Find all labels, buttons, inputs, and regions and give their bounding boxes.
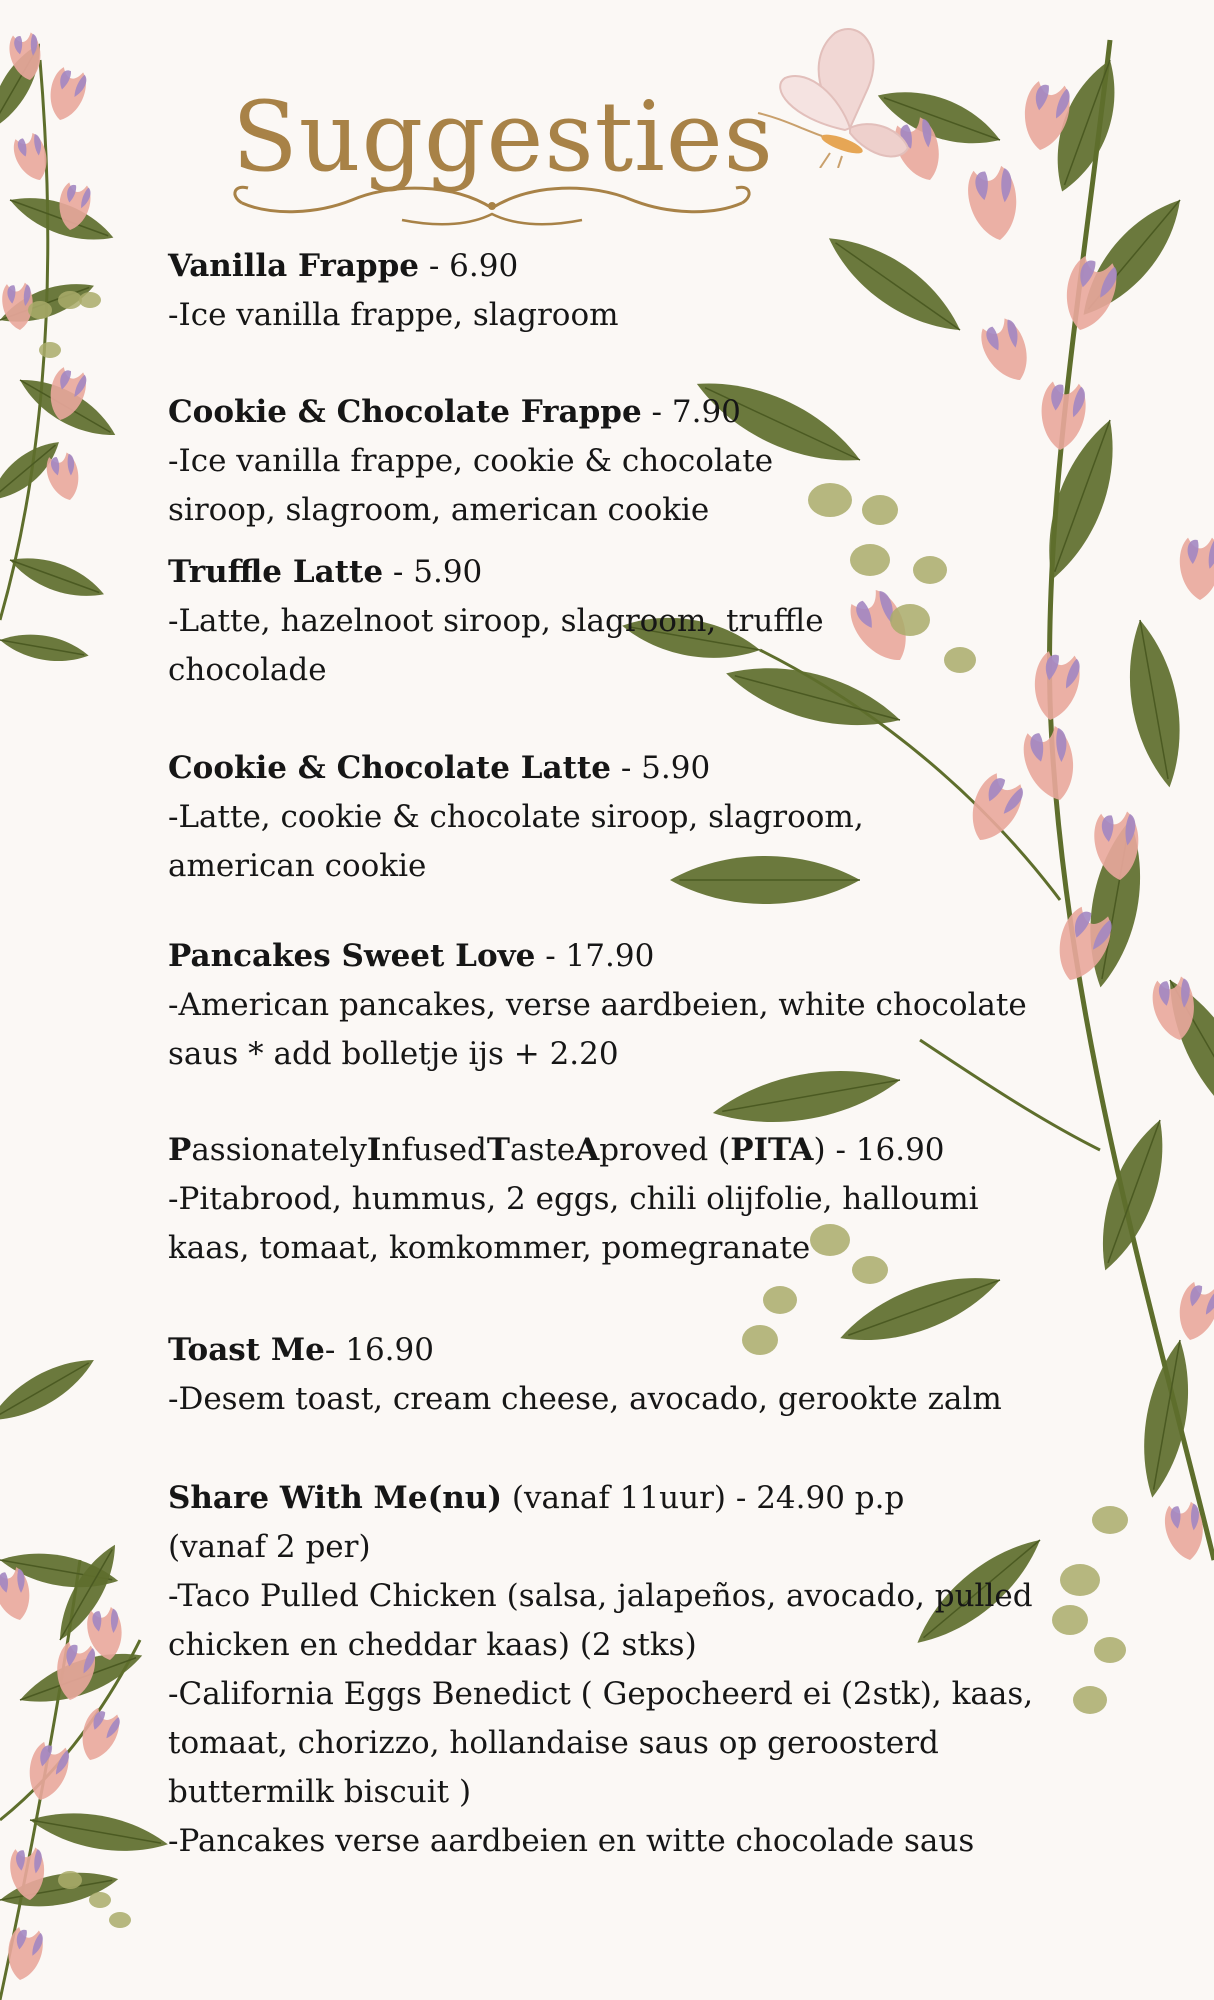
flower-shape bbox=[964, 164, 1023, 244]
menu-item-price: - 16.90 bbox=[324, 1332, 434, 1368]
menu-item-name-part: PITA bbox=[730, 1132, 814, 1168]
menu-item-name: Share With Me(nu) bbox=[168, 1480, 503, 1516]
title-ornament bbox=[222, 178, 762, 238]
menu-item-price: - 16.90 bbox=[825, 1132, 945, 1168]
menu-item-price: (vanaf 11uur) - 24.90 p.p bbox=[502, 1480, 905, 1516]
berry-shape bbox=[89, 1892, 111, 1908]
butterfly-icon bbox=[750, 18, 915, 168]
menu-item-description: -Taco Pulled Chicken (salsa, jalapeños, avocado, pulled bbox=[168, 1578, 1033, 1614]
menu-item bbox=[168, 1126, 1068, 1273]
menu-item-name-part: P bbox=[168, 1132, 192, 1168]
menu-item-heading bbox=[168, 932, 1068, 981]
menu-item-name-part: nfused bbox=[381, 1132, 487, 1168]
menu-item-heading bbox=[168, 744, 1068, 793]
menu-item-name: Toast Me bbox=[168, 1332, 325, 1368]
menu-item-heading bbox=[168, 1126, 1068, 1175]
flower-shape bbox=[1180, 538, 1214, 600]
menu-item-price: - 5.90 bbox=[383, 554, 483, 590]
berry-shape bbox=[79, 292, 101, 308]
berry-shape bbox=[1094, 1637, 1126, 1663]
menu-item-name-part: A bbox=[575, 1132, 600, 1168]
menu-item-description: tomaat, chorizzo, hollandaise saus op geroosterd bbox=[168, 1725, 939, 1761]
menu-item-name: Cookie & Chocolate Latte bbox=[168, 750, 611, 786]
menu-item-description: -California Eggs Benedict ( Gepocheerd ei (2stk), kaas, bbox=[168, 1676, 1034, 1712]
menu-item-heading bbox=[168, 1326, 1068, 1375]
menu-item-name-part: I bbox=[366, 1132, 382, 1168]
menu-item-name-part: assionately bbox=[191, 1132, 367, 1168]
menu-item-name-part: T bbox=[486, 1132, 510, 1168]
menu-item-heading bbox=[168, 1474, 1068, 1523]
menu-item bbox=[168, 242, 1068, 340]
leaf-shape bbox=[1118, 616, 1192, 791]
menu-item-description: -Pitabrood, hummus, 2 eggs, chili olijfolie, halloumi bbox=[168, 1181, 979, 1217]
menu-item-price: - 7.90 bbox=[641, 394, 741, 430]
berry-shape bbox=[39, 342, 61, 358]
menu-item-description: kaas, tomaat, komkommer, pomegranate bbox=[168, 1230, 811, 1266]
berry-shape bbox=[109, 1912, 131, 1928]
menu-item bbox=[168, 548, 1068, 695]
menu-item-description: -Desem toast, cream cheese, avocado, gerookte zalm bbox=[168, 1381, 1002, 1417]
menu-item-description: -Latte, hazelnoot siroop, slagroom, truffle bbox=[168, 603, 824, 639]
menu-item-heading bbox=[168, 242, 1068, 291]
menu-item-heading bbox=[168, 388, 1068, 437]
menu-item bbox=[168, 388, 1068, 535]
menu-item-description: buttermilk biscuit ) bbox=[168, 1774, 472, 1810]
leaf-shape bbox=[1086, 1113, 1180, 1278]
flower-shape bbox=[1172, 1280, 1214, 1345]
leaf-shape bbox=[0, 1347, 101, 1433]
menu-item-name-part: aste bbox=[509, 1132, 576, 1168]
menu-item-name: Pancakes Sweet Love bbox=[168, 938, 536, 974]
menu-item-name: Vanilla Frappe bbox=[168, 248, 419, 284]
menu-item-price: - 5.90 bbox=[610, 750, 711, 786]
menu-item bbox=[168, 1474, 1068, 1866]
menu-item-description: siroop, slagroom, american cookie bbox=[168, 492, 710, 528]
menu-item-description: (vanaf 2 per) bbox=[168, 1529, 371, 1565]
menu-item-price: - 17.90 bbox=[535, 938, 655, 974]
leaf-shape bbox=[0, 628, 91, 667]
menu-item-name: Cookie & Chocolate Frappe bbox=[168, 394, 642, 430]
flower-shape bbox=[3, 1926, 45, 1983]
menu-item bbox=[168, 1326, 1068, 1424]
leaf-shape bbox=[1133, 1337, 1199, 1501]
menu-item-name-part: proved ( bbox=[599, 1132, 731, 1168]
menu-item-name: Truffle Latte bbox=[168, 554, 384, 590]
flower-shape bbox=[43, 451, 84, 504]
berry-shape bbox=[58, 291, 82, 309]
menu-item bbox=[168, 932, 1068, 1079]
menu-item-description: american cookie bbox=[168, 848, 427, 884]
berry-shape bbox=[58, 1871, 82, 1889]
berry-shape bbox=[28, 301, 52, 319]
flower-shape bbox=[44, 65, 90, 124]
menu-item-description: chocolade bbox=[168, 652, 327, 688]
menu-item bbox=[168, 744, 1068, 891]
leaf-shape bbox=[27, 1804, 171, 1861]
menu-item-price: - 6.90 bbox=[419, 248, 519, 284]
menu-item-description: saus * add bolletje ijs + 2.20 bbox=[168, 1036, 619, 1072]
berry-shape bbox=[1073, 1686, 1107, 1714]
menu-item-description: -Pancakes verse aardbeien en witte chocolade saus bbox=[168, 1823, 975, 1859]
menu-item-description: chicken en cheddar kaas) (2 stks) bbox=[168, 1627, 697, 1663]
menu-item-description: -Ice vanilla frappe, cookie & chocolate bbox=[168, 443, 774, 479]
menu-item-name-part: ) bbox=[813, 1132, 826, 1168]
menu-item-heading bbox=[168, 548, 1068, 597]
menu-item-description: -Ice vanilla frappe, slagroom bbox=[168, 297, 619, 333]
berry-shape bbox=[1092, 1506, 1128, 1534]
leaf-shape bbox=[5, 547, 108, 607]
menu-title: Suggesties bbox=[232, 81, 774, 193]
berry-shape bbox=[763, 1286, 797, 1314]
menu-item-description: -American pancakes, verse aardbeien, white chocolate bbox=[168, 987, 1027, 1023]
menu-item-description: -Latte, cookie & chocolate siroop, slagroom, bbox=[168, 799, 864, 835]
